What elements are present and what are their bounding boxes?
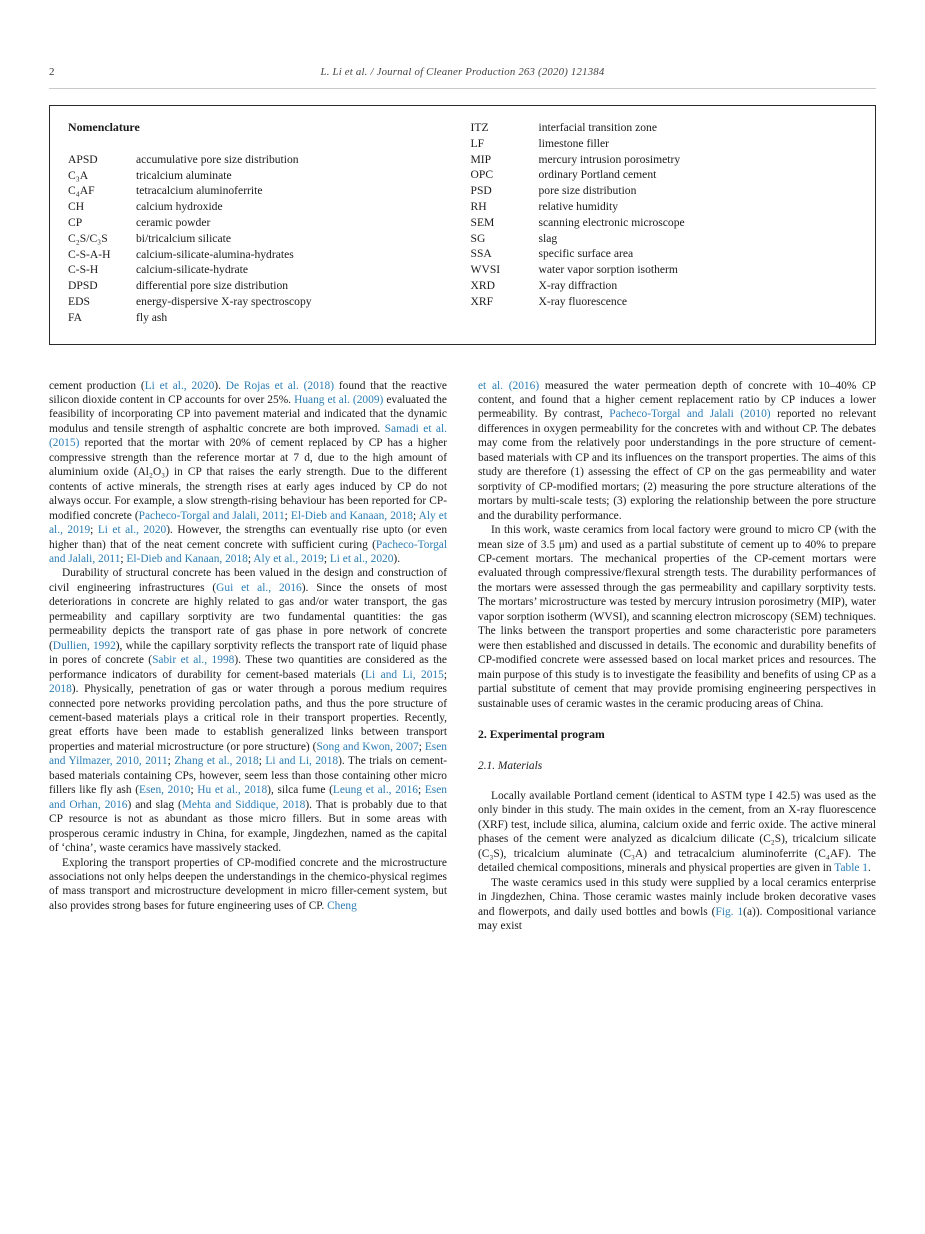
nomenclature-entry bbox=[471, 183, 858, 199]
citation-link[interactable]: Huang et al. (2009) bbox=[294, 394, 384, 407]
nomenclature-entry bbox=[471, 199, 858, 215]
page-header bbox=[49, 0, 876, 78]
citation-link[interactable]: et al. (2016) bbox=[478, 379, 540, 392]
citation-link[interactable]: Hu et al., 2018 bbox=[197, 784, 268, 797]
citation-link[interactable]: Dullien, 1992 bbox=[52, 639, 116, 652]
text-run: cement production ( bbox=[49, 379, 145, 392]
definition: calcium-silicate-hydrate bbox=[136, 263, 249, 277]
text-run: ; bbox=[190, 784, 198, 797]
abbreviation: XRF bbox=[470, 294, 494, 308]
text-run: ; bbox=[247, 553, 254, 565]
abbreviation: RH bbox=[470, 199, 487, 213]
paragraph bbox=[478, 523, 876, 711]
body-column-right bbox=[478, 379, 876, 934]
paragraph bbox=[478, 876, 876, 934]
text-run: ; bbox=[120, 553, 127, 565]
citation-link[interactable]: Samadi et al. (2015) bbox=[49, 422, 447, 450]
text-run: In this work, waste ceramics from local factory were ground to micro CP (with the mean size of 3.5 μm) and used as a partial substitute of cement up to 40% to prepare CP-cement mortars. The mechanical properties of the CP-cement mortars were evaluated through compressive/flexural strength tests. The durability performances of the mortars were assessed through the gas permeability and capillary sorptivity tests. The mortars’ microstructure was tested by mercury intrusion porosimetry (MIP), water vapor sorption isotherm (WVSI), and scanning electron microscopy (SEM) techniques. The links between the transport properties and some characteristic pore parameters were then established and discussed in details. The economic and durability benefits of CP-modified concrete were assessed based on local market prices and resources. The main purpose of this study is to investigate the feasibility and benefits of using CP as a partial substitute of cement that may provide promising engineering perspectives in sustainable uses of ceramic wastes in the ceramic producing areas of China. bbox=[478, 524, 876, 710]
abbreviation: SG bbox=[470, 231, 486, 245]
page-number: 2 bbox=[49, 66, 55, 78]
citation-link[interactable]: Zhang et al., 2018 bbox=[174, 755, 259, 768]
abbreviation: DPSD bbox=[68, 279, 98, 293]
nomenclature-entry bbox=[471, 231, 858, 247]
nomenclature-entry bbox=[471, 215, 858, 231]
definition: bi/tricalcium silicate bbox=[136, 231, 231, 245]
abbreviation: APSD bbox=[68, 152, 98, 166]
nomenclature-entry bbox=[471, 120, 858, 136]
nomenclature-entries-right bbox=[471, 120, 858, 310]
abbreviation: SSA bbox=[470, 247, 492, 261]
definition: specific surface area bbox=[538, 247, 634, 261]
text-run: reported no relevant differences in oxygen permeability for the concretes with and without CP. The debates may come from the relatively poor understandings in the pore structure of cement-based materials with CP and its influences on the transport properties. The aims of this study are therefore (1) assessing the effect of CP on the gas permeability and water sorptivity of CP-modified mortars; (2) measuring the pore structure alterations of the mortars by multi-scale tests; (3) exploring the relationship between the pore structure and the durability performance. bbox=[478, 408, 877, 522]
nomenclature-entry bbox=[68, 262, 463, 278]
abbreviation: LF bbox=[470, 136, 485, 150]
definition: interfacial transition zone bbox=[538, 121, 657, 134]
citation-link[interactable]: Aly et al., 2019 bbox=[253, 553, 324, 565]
definition: ceramic powder bbox=[136, 215, 211, 229]
nomenclature-entry bbox=[68, 310, 463, 326]
abbreviation: PSD bbox=[470, 184, 492, 198]
citation-link[interactable]: Table 1 bbox=[834, 862, 868, 875]
nomenclature-col-right bbox=[463, 120, 858, 326]
citation-link[interactable]: Li and Li, 2018 bbox=[265, 755, 339, 768]
text-run: measured the water permeation depth of concrete with 10–40% CP content, and found that a higher cement replacement ratio by CP induces a lower permeability. By contrast, bbox=[478, 379, 876, 421]
citation-link[interactable]: Gui et al., 2016 bbox=[216, 581, 302, 594]
text-run: ). The trials on cement-based materials containing CPs, however, seem less than those containing other micro fillers like fly ash ( bbox=[49, 755, 448, 797]
citation-link[interactable]: Cheng bbox=[327, 899, 357, 912]
text-run: ), silca fume ( bbox=[267, 784, 333, 797]
running-head: L. Li et al. / Journal of Cleaner Production 263 (2020) 121384 bbox=[320, 66, 605, 78]
citation-link[interactable]: Esen and Orhan, 2016 bbox=[49, 784, 447, 811]
article-body bbox=[49, 379, 876, 934]
definition: limestone filler bbox=[538, 136, 610, 150]
citation-link[interactable]: El-Dieb and Kanaan, 2018 bbox=[290, 509, 413, 522]
citation-link[interactable]: De Rojas et al. (2018) bbox=[225, 379, 335, 392]
text-run: ). bbox=[393, 553, 401, 565]
text-run: evaluated the feasibility of incorporating CP into pavement material and indicated that the dynamic modulus and tensile strength of asphaltic concrete are both improved. bbox=[49, 394, 447, 435]
header-rule bbox=[49, 88, 876, 89]
paragraph bbox=[49, 379, 447, 567]
abbreviation: WVSI bbox=[470, 263, 501, 277]
text-run: ; bbox=[443, 668, 447, 681]
nomenclature-entry bbox=[68, 278, 463, 294]
definition: ordinary Portland cement bbox=[538, 168, 657, 182]
definition: tricalcium aluminate bbox=[136, 168, 232, 182]
section-heading: 2. Experimental program bbox=[478, 727, 605, 741]
citation-link[interactable]: Song and Kwon, 2007 bbox=[316, 740, 419, 753]
citation-link[interactable]: Pacheco-Torgal and Jalali, 2011 bbox=[138, 509, 285, 522]
abbreviation: C-S-H bbox=[68, 263, 99, 277]
text-run: ; bbox=[90, 524, 98, 537]
text-run: ; bbox=[323, 553, 330, 565]
abbreviation: C₂S/C₃S bbox=[68, 231, 108, 245]
text-run: Exploring the transport properties of CP-modified concrete and the microstructure associations not only helps deepen the understandings in the chemico-physical regimes of mass transport and microstructure development in micro filler-cement system, but also provides strong bases for future engineering uses of CP. bbox=[49, 856, 447, 912]
nomenclature-entry bbox=[68, 183, 463, 199]
text-run: ). Physically, penetration of gas or water through a porous medium requires connected pore networks providing percolation paths, and thus the pore structure of cement-based materials plays a critical role in their transport properties. Recently, great efforts have been made to establish generalized links between transport properties and material microstructure (or pore structure) ( bbox=[49, 683, 447, 753]
citation-link[interactable]: Li and Li, 2015 bbox=[365, 668, 444, 681]
definition: energy-dispersive X-ray spectroscopy bbox=[136, 294, 312, 308]
text-run: ; bbox=[284, 509, 291, 522]
paragraph bbox=[478, 789, 876, 876]
nomenclature-entries-left bbox=[68, 152, 463, 326]
definition: scanning electronic microscope bbox=[538, 215, 685, 229]
paragraph bbox=[49, 856, 447, 914]
text-run: (a)). Compositional variance may exist bbox=[478, 905, 876, 932]
paragraph bbox=[478, 379, 876, 524]
nomenclature-entry bbox=[471, 246, 858, 262]
citation-link[interactable]: Li et al., 2020 bbox=[329, 553, 394, 565]
nomenclature-entry bbox=[68, 294, 463, 310]
citation-link[interactable]: Li et al., 2020 bbox=[144, 379, 215, 392]
nomenclature-box bbox=[49, 105, 876, 345]
citation-link[interactable]: Aly et al., 2019 bbox=[49, 509, 447, 537]
text-run: found that the reactive silicon dioxide content in CP accounts for over 25%. bbox=[49, 379, 447, 407]
nomenclature-entry bbox=[68, 215, 463, 231]
definition: pore size distribution bbox=[538, 184, 637, 198]
definition: calcium hydroxide bbox=[136, 200, 223, 214]
citation-link[interactable]: Li et al., 2020 bbox=[97, 524, 167, 537]
definition: tetracalcium aluminoferrite bbox=[136, 184, 263, 198]
nomenclature-col-left bbox=[68, 120, 463, 326]
abbreviation: XRD bbox=[470, 278, 495, 292]
text-run: . bbox=[867, 862, 871, 875]
nomenclature-entry bbox=[68, 168, 463, 184]
citation-link[interactable]: El-Dieb and Kanaan, 2018 bbox=[126, 553, 248, 565]
text-run: ) and slag ( bbox=[127, 798, 182, 811]
nomenclature-entry bbox=[68, 231, 463, 247]
citation-link[interactable]: Esen and Yilmazer, 2010, 2011 bbox=[49, 740, 447, 768]
abbreviation: ITZ bbox=[470, 121, 489, 134]
nomenclature-entry bbox=[68, 247, 463, 263]
citation-link[interactable]: Esen, 2010 bbox=[139, 784, 191, 797]
definition: X-ray fluorescence bbox=[538, 294, 628, 308]
nomenclature-entry bbox=[471, 167, 858, 183]
definition: differential pore size distribution bbox=[136, 279, 289, 293]
abbreviation: CH bbox=[68, 200, 85, 214]
abbreviation: C-S-A-H bbox=[68, 247, 111, 261]
nomenclature-entry bbox=[68, 152, 463, 168]
definition: X-ray diffraction bbox=[538, 278, 618, 292]
text-run: ; bbox=[417, 784, 425, 797]
definition: mercury intrusion porosimetry bbox=[538, 152, 681, 166]
nomenclature-entry bbox=[471, 294, 858, 310]
text-run: Durability of structural concrete has been valued in the design and construction of civil engineering infrastructures ( bbox=[49, 567, 447, 594]
abbreviation: SEM bbox=[470, 215, 495, 229]
nomenclature-entry bbox=[68, 199, 463, 215]
abbreviation: C₄AF bbox=[68, 184, 95, 198]
definition: accumulative pore size distribution bbox=[136, 152, 299, 166]
abbreviation: MIP bbox=[470, 152, 492, 166]
text-run: reported that the mortar with 20% of cement replaced by CP has a higher compressive strength than the reference mortar at 7 d, due to the high amount of aluminium oxide (Al₂O₃) in CP that raises the early strength. Due to the different contents of active minerals, the strength rises at early ages induced by CP do not always occur. For example, a slow strength-rising behaviour has been reported for CP-modified concrete ( bbox=[49, 437, 447, 522]
abbreviation: FA bbox=[68, 310, 82, 324]
nomenclature-entry bbox=[471, 136, 858, 152]
definition: slag bbox=[538, 231, 558, 245]
text-run: ; bbox=[413, 509, 419, 522]
text-run: ), while the capillary sorptivity reflects the transport rate of liquid phase in pores of concrete ( bbox=[49, 639, 447, 667]
citation-link[interactable]: Sabir et al., 1998 bbox=[152, 654, 235, 667]
definition: fly ash bbox=[136, 310, 168, 324]
paragraph bbox=[49, 566, 447, 855]
citation-link[interactable]: Leung et al., 2016 bbox=[332, 784, 418, 797]
text-run: Locally available Portland cement (identical to ASTM type I 42.5) was used as the only binder in this study. The main oxides in the cement, from an X-ray fluorescence (XRF) test, include silica, alumina, calcium oxide and ferric oxide. The active mineral phases of the cement were analyzed as dicalcium dilicate (C₂S), tricalcium silicate (C₃S), tricalcium aluminate (C₃A) and tetracalcium aluminoferrite (C₄AF). The detailed chemical compositions, minerals and physical properties are given in bbox=[478, 789, 876, 875]
text-run: ). These two quantities are considered as the performance indicators of durability for cement-based materials ( bbox=[49, 654, 447, 681]
abbreviation: OPC bbox=[470, 168, 494, 182]
abbreviation: CP bbox=[68, 215, 83, 229]
citation-link[interactable]: Pacheco-Torgal and Jalali (2010) bbox=[609, 408, 771, 421]
citation-link[interactable]: Pacheco-Torgal and Jalali, 2011 bbox=[49, 538, 447, 565]
text-run: ; bbox=[418, 740, 425, 753]
citation-link[interactable]: 2018 bbox=[49, 683, 72, 696]
nomenclature-entry bbox=[471, 152, 858, 168]
text-run: ). However, the strengths can eventually rise upto (or even higher than) that of the neat cement concrete with sufficient curing ( bbox=[49, 524, 448, 551]
text-run: ; bbox=[167, 755, 175, 768]
text-run: ; bbox=[258, 755, 266, 768]
citation-link[interactable]: Fig. 1 bbox=[715, 905, 744, 918]
nomenclature-title: Nomenclature bbox=[68, 120, 140, 134]
nomenclature-entry bbox=[471, 262, 858, 278]
abbreviation: C₃A bbox=[68, 168, 89, 182]
definition: relative humidity bbox=[538, 199, 619, 213]
definition: calcium-silicate-alumina-hydrates bbox=[136, 247, 294, 261]
body-column-left bbox=[49, 379, 447, 934]
text-run: ). bbox=[214, 379, 226, 392]
subsection-heading: 2.1. Materials bbox=[478, 760, 543, 773]
nomenclature-entry bbox=[471, 278, 858, 294]
citation-link[interactable]: Mehta and Siddique, 2018 bbox=[181, 798, 306, 811]
text-run: The waste ceramics used in this study were supplied by a local ceramics enterprise in Jingdezhen, China. Those ceramic wastes mainly include broken decorative vases and flowerpots, and daily used bottles and bowls ( bbox=[478, 876, 876, 918]
text-run: ). Since the onsets of most deteriorations in concrete are highly related to gas and/or water transport, the gas permeability and capillary sorptivity are two fundamental quantities: the gas permeability depicts the transport rate of gas phase in pore network of concrete ( bbox=[49, 581, 447, 652]
abbreviation: EDS bbox=[68, 294, 90, 308]
text-run: ). That is probably due to that CP resource is not as abundant as those micro fillers. But in some areas with prosperous ceramic industry in China, for example, Jingdezhen, named as the capital of ‘china’, waste ceramics have massively stacked. bbox=[49, 798, 447, 855]
definition: water vapor sorption isotherm bbox=[538, 263, 678, 277]
